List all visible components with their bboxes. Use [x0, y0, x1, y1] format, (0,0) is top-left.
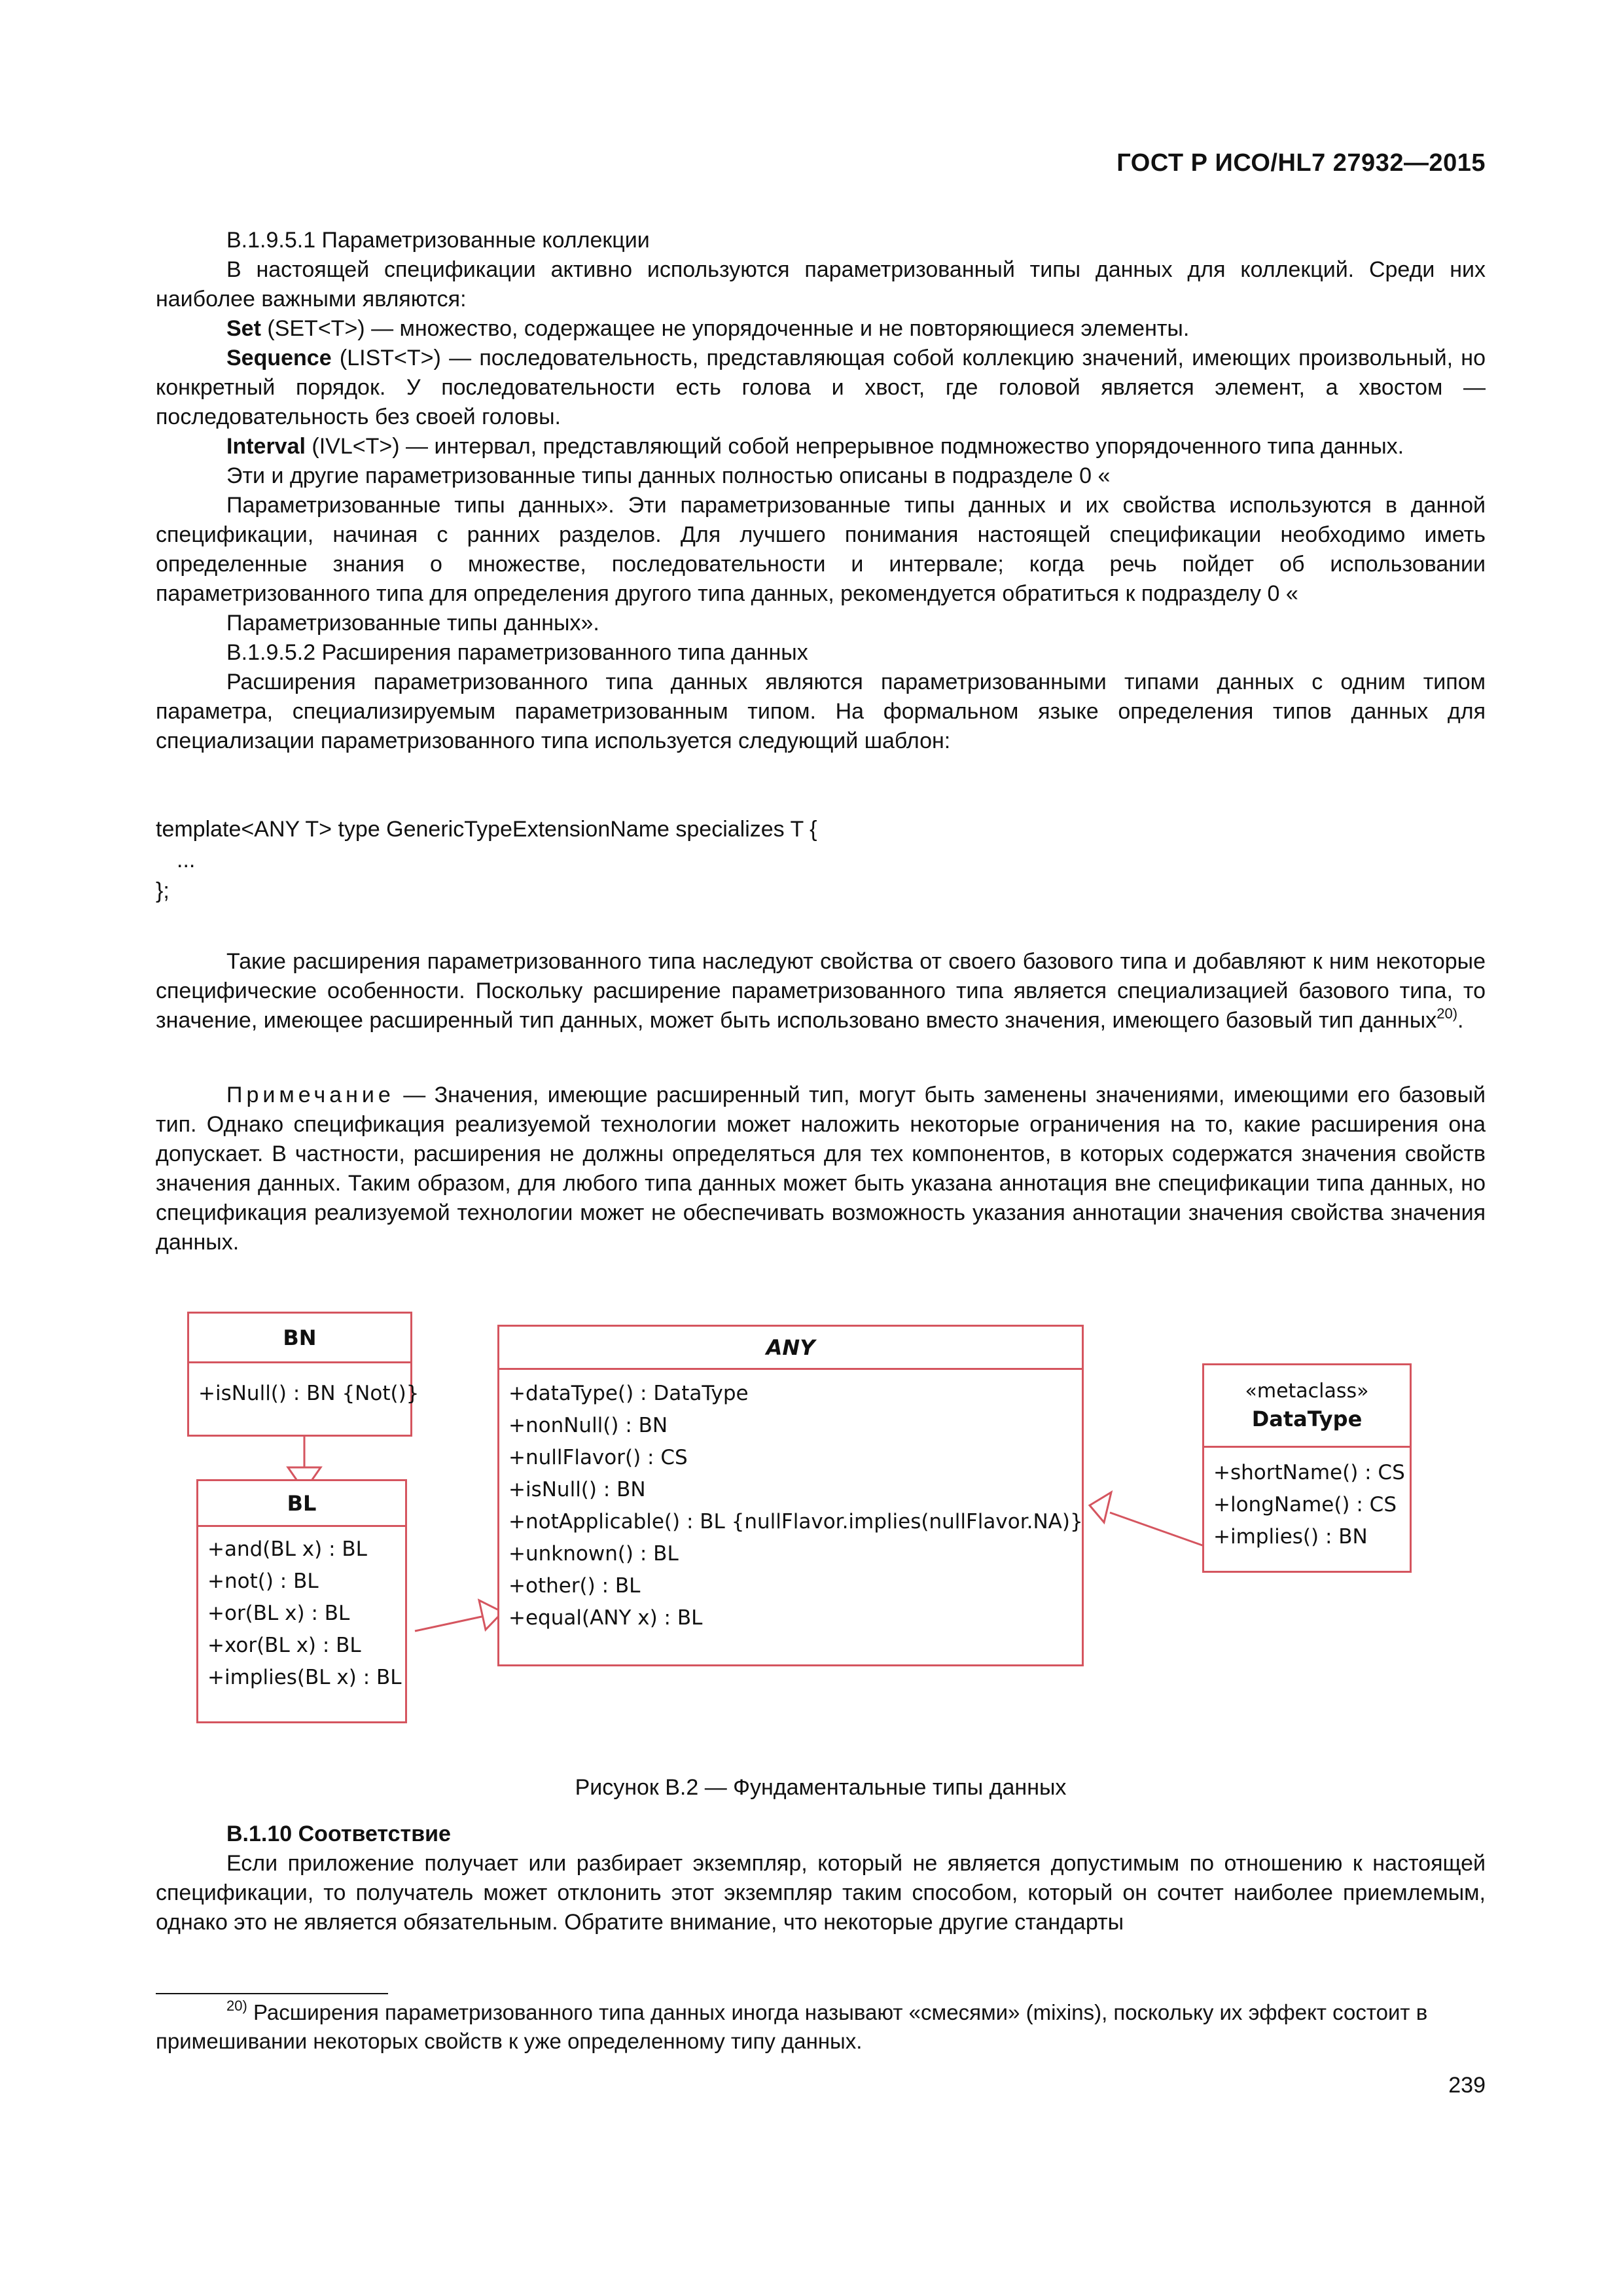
- bn-class-name: BN: [283, 1325, 317, 1350]
- any-op-nullflavor: +nullFlavor() : CS: [508, 1446, 688, 1469]
- any-op-unknown: +unknown() : BL: [508, 1542, 679, 1566]
- footnote: [156, 1998, 1486, 2056]
- footnote-number: 20): [226, 1998, 247, 2014]
- note-label: Примечание: [226, 1083, 395, 1107]
- sequence-term: Sequence: [226, 346, 332, 370]
- code-line-3: };: [156, 878, 169, 903]
- datatype-class-name: DataType: [1251, 1407, 1363, 1431]
- uml-class-any: [497, 1325, 1084, 1666]
- bl-to-any-line: [415, 1617, 482, 1631]
- interval-term: Interval: [226, 434, 306, 459]
- bl-class-name: BL: [287, 1490, 317, 1516]
- extension-paragraph: Расширения параметризованного типа данных являются параметризованными типами данных с одним типом параметра, специализируемым параметризованным типом. На формальном языке определения типов данных для специализации параметризованного типа используется следующий шаблон:: [156, 670, 1486, 753]
- code-line-2: ...: [177, 848, 196, 872]
- page-number: 239: [1448, 2073, 1486, 2098]
- others-paragraph-line3: Параметризованные типы данных».: [226, 611, 599, 636]
- set-text: (SET<T>) — множество, содержащее не упорядоченные и не повторяющиеся элементы.: [260, 316, 1190, 341]
- code-line-1: template<ANY T> type GenericTypeExtensionName specializes T {: [156, 817, 817, 842]
- section-heading-b1951: B.1.9.5.1 Параметризованные коллекции: [226, 228, 650, 253]
- bl-op-or: +or(BL x) : BL: [207, 1602, 350, 1625]
- intro-paragraph: В настоящей спецификации активно используются параметризованный типы данных для коллекций. Среди них наиболее важными являются:: [156, 257, 1486, 312]
- any-op-datatype: +dataType() : DataType: [508, 1382, 749, 1405]
- datatype-stereotype: «metaclass»: [1245, 1380, 1369, 1403]
- note-text: — Значения, имеющие расширенный тип, могут быть заменены значениями, имеющими его базовый тип. Однако спецификация реализуемой технологии может наложить некоторые ограничения на то, какие расширения она допускает. В частности, расширения не должны определяться для тех компонентов, в которых содержатся значения свойств значения данных. Таким образом, для любого типа данных может быть указана аннотация вне спецификации типа данных, но спецификация реализуемой технологии может не обеспечивать возможность указания аннотации значения свойства значения данных.: [156, 1083, 1486, 1255]
- any-op-nonnull: +nonNull() : BN: [508, 1414, 668, 1437]
- conformance-paragraph: Если приложение получает или разбирает экземпляр, который не является допустимым по отношению к настоящей спецификации, то получатель может отклонить этот экземпляр таким способом, который он сочтет наиболее приемлемым, однако это не является обязательным. Обратите внимание, что некоторые другие стандарты: [156, 1851, 1486, 1935]
- datatype-op-longname: +longName() : CS: [1213, 1493, 1397, 1516]
- any-class-name: ANY: [766, 1335, 815, 1360]
- any-op-equal: +equal(ANY x) : BL: [508, 1606, 703, 1630]
- section-heading-b1952: B.1.9.5.2 Расширения параметризованного типа данных: [226, 640, 808, 665]
- bn-op-isnull: +isNull() : BN {Not()}: [198, 1382, 419, 1405]
- bl-op-not: +not() : BL: [207, 1570, 319, 1593]
- footnote-reference: 20): [1436, 1005, 1458, 1022]
- footnote-rule: [156, 1993, 388, 1994]
- others-paragraph-line1: Эти и другие параметризованные типы данных полностью описаны в подразделе 0 «: [226, 463, 1111, 488]
- interval-text: (IVL<T>) — интервал, представляющий собой непрерывное подмножество упорядоченного типа данных.: [305, 434, 1404, 459]
- datatype-op-implies: +implies() : BN: [1213, 1525, 1368, 1549]
- datatype-to-any-arrowhead: [1090, 1492, 1111, 1522]
- bl-op-and: +and(BL x) : BL: [207, 1537, 367, 1561]
- figure-caption: Рисунок B.2 — Фундаментальные типы данных: [575, 1775, 1067, 1800]
- set-term: Set: [226, 316, 261, 341]
- bl-op-xor: +xor(BL x) : BL: [207, 1634, 361, 1657]
- section-heading-b110: B.1.10 Соответствие: [226, 1821, 451, 1846]
- datatype-op-shortname: +shortName() : CS: [1213, 1461, 1405, 1484]
- standard-header: ГОСТ Р ИСО/HL7 27932—2015: [1116, 149, 1486, 177]
- uml-class-bn: [187, 1312, 419, 1437]
- sequence-text: (LIST<T>) — последовательность, представляющая собой коллекцию значений, имеющих произвольный, но конкретный порядок. У последовательности есть голова и хвост, где головой является элемент, а хвостом — последовательность без своей головы.: [156, 346, 1486, 429]
- any-op-other: +other() : BL: [508, 1574, 641, 1598]
- lower-text-block: [156, 1820, 1486, 1937]
- any-op-isnull: +isNull() : BN: [508, 1478, 646, 1501]
- footnote-text: Расширения параметризованного типа данных иногда называют «смесями» (mixins), поскольку их эффект состоит в примешивании некоторых свойств к уже определенному типу данных.: [156, 2000, 1428, 2053]
- inherit-end: .: [1457, 1008, 1464, 1033]
- others-paragraph-line2: Параметризованные типы данных». Эти параметризованные типы данных и их свойства используются в данной спецификации, начиная с ранних разделов. Для лучшего понимания настоящей спецификации необходимо иметь определенные знания о множестве, последовательности и интервале; когда речь пойдет об использовании параметризованного типа для определения другого типа данных, рекомендуется обратиться к подразделу 0 «: [156, 493, 1486, 606]
- any-op-notapplicable: +notApplicable() : BL {nullFlavor.implies(nullFlavor.NA)}: [508, 1510, 1083, 1534]
- uml-class-datatype: [1202, 1363, 1412, 1573]
- uml-class-bl: [196, 1479, 407, 1723]
- bl-op-implies: +implies(BL x) : BL: [207, 1666, 402, 1689]
- inherit-text: Такие расширения параметризованного типа наследуют свойства от своего базового типа и добавляют к ним некоторые специфические особенности. Поскольку расширение параметризованного типа является специализацией базового типа, то значение, имеющее расширенный тип данных, может быть использовано вместо значения, имеющего базовый тип данных: [156, 949, 1486, 1033]
